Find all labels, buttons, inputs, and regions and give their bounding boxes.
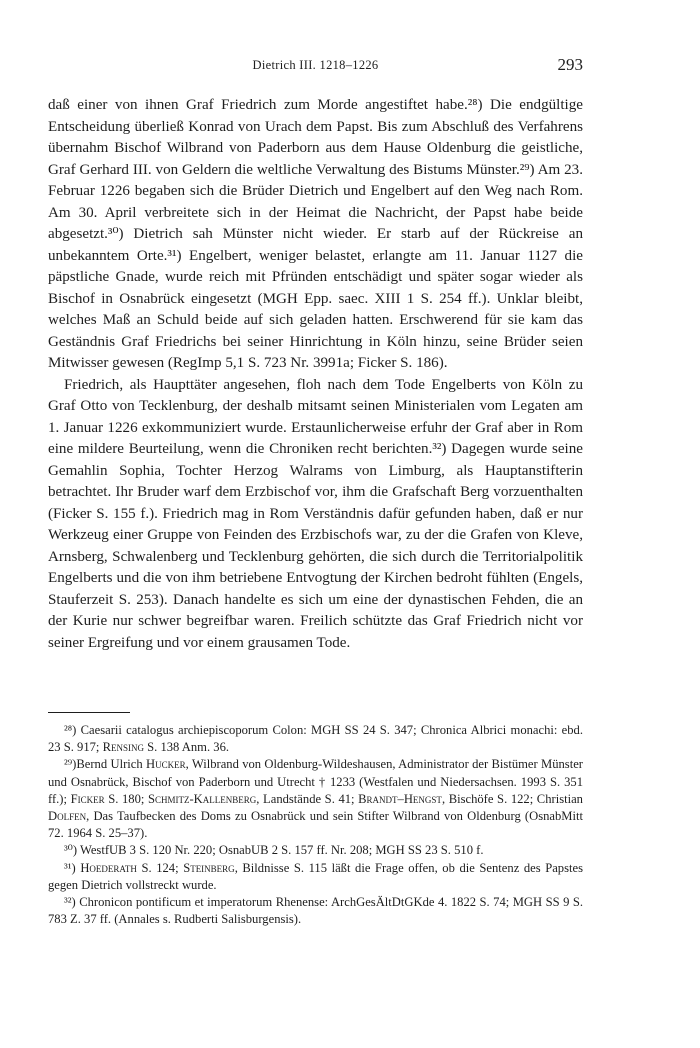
footnotes [48,722,583,928]
author-name: Dolfen [48,809,87,824]
footnote-text: WestfUB 3 S. 120 Nr. 220; OsnabUB 2 S. 157 ff. Nr. 208; MGH SS 23 S. 510 f. [77,843,484,858]
author-name: Hucker [145,757,186,772]
footnote-text: Caesarii catalogus archiepiscoporum Colon: MGH SS 24 S. 347; Chronica Albrici monachi: ebd. 23 S. 917; [48,723,583,755]
footnote-32 [48,894,583,928]
footnote-mark: ³¹) [64,860,76,875]
page-number: 293 [557,55,583,74]
paragraph-1: daß einer von ihnen Graf Friedrich zum Morde angestiftet habe.²⁸) Die endgültige Entscheidung überließ Konrad von Urach dem Papst. Bis zum Abschluß des Verfahrens übernahm Bischof Wilbrand von Paderborn aus dem Hause Oldenburg die geistliche, Graf Gerhard III. von Geldern die weltliche Verwaltung des Bistums Münster.²⁹) Am 23. Februar 1226 begaben sich die Brüder Dietrich und Engelbert auf den Weg nach Rom. Am 30. April verbreitete sich in der Heimat die Nachricht, der Papst habe beide abgesetzt.³⁰) Dietrich sah Münster nicht wieder. Er starb auf der Rückreise an unbekanntem Orte.³¹) Engelbert, weniger belastet, erlangte am 11. Januar 1127 die päpstliche Gnade, wurde reich mit Pfründen entschädigt und später sogar wieder als Bischof in Osnabrück eingesetzt (MGH Epp. saec. XIII 1 S. 254 ff.). Unklar bleibt, welches Maß an Schuld beide auf sich geladen hatten. Erschwerend für sie kam das Geständnis Graf Friedrichs bei seiner Hinrichtung in Köln hinzu, seine Brüder seien Mitwisser gewesen (RegImp 5,1 S. 723 Nr. 3991a; Ficker S. 186). [48,97,583,371]
author-name: Brandt–Hengst [358,791,442,806]
footnote-text: S. 124; [136,860,184,875]
footnote-31 [48,860,583,894]
footnote-separator [48,712,130,713]
running-title: Dietrich III. 1218–1226 [252,58,379,72]
footnote-mark: ²⁸) [64,723,77,737]
paragraph-2: Friedrich, als Haupttäter angesehen, floh nach dem Tode Engelberts von Köln zu Graf Otto von Tecklenburg, der deshalb mitsamt seinen Ministerialen vom Legaten am 1. Januar 1226 exkommuniziert wurde. Erstaunlicherweise erfuhr der Graf aber in Rom eine mildere Beurteilung, wenn die Chroniken recht berichten.³²) Dagegen wurde seine Gemahlin Sophia, Tochter Herzog Walrams von Limburg, als Hauptanstifterin betrachtet. Ihr Bruder warf dem Erzbischof vor, ihm die Grafschaft Berg vorzuenthalten (Ficker S. 155 f.). Friedrich mag in Rom Verständnis dafür gefunden haben, daß er nur Werkzeug einer Gruppe von Feinden des Erzbischofs war, zu der die Grafen von Kleve, Arnsberg, Schwalenberg und Tecklenburg gehörten, die sich durch die Territorialpolitik Engelberts und die von ihm betriebene Entvogtung der Kirchen bedroht fühlten (Engels, Stauferzeit S. 253). Danach handelte es sich um eine der dynastischen Fehden, die an der Kurie nur schwer begreifbar waren. Freilich schützte das Graf Friedrich nicht vor seiner Ergreifung und vor einem grausamen Tode. [48,376,583,651]
footnote-28 [48,722,583,756]
author-name: Rensing [102,740,144,755]
footnote-29 [48,756,583,842]
running-head [48,55,583,80]
footnote-text: S. 180; [104,791,148,806]
main-text [48,95,583,654]
footnote-text: , Wilbrand von Oldenburg-Wildeshausen, Administrator der Bistümer Münster und Osnabrück, Bischof von Paderborn und Utrecht † 1233 (Westfalen und Niedersachsen. 1993 S. 351 ff.); [48,757,583,806]
footnote-mark: ²⁹) [64,757,77,772]
footnote-text: Chronicon pontificum et imperatorum Rhenense: ArchGesÄltDtGKde 4. 1822 S. 74; MGH SS 9 S. 783 Z. 37 ff. (Annales s. Rudberti Salisburgensis). [48,895,583,927]
author-name: Steinberg [183,860,235,875]
footnote-30 [48,842,583,859]
footnote-text: Bernd Ulrich [76,757,146,772]
footnote-text: , Bildnisse S. 115 läßt die Frage offen, ob die Sentenz des Papstes gegen Dietrich vollstreckt wurde. [48,860,583,892]
author-name: Schmitz-Kallenberg [147,791,257,806]
footnote-text: , Bischöfe S. 122; Christian [441,791,583,806]
footnote-text: , Das Taufbecken des Doms zu Osnabrück und sein Stifter Wilbrand von Oldenburg (OsnabMitt 72. 1964 S. 25–37). [48,809,583,841]
author-name: Ficker [70,791,105,806]
footnote-text: S. 138 Anm. 36. [144,740,230,755]
footnote-text: , Landstände S. 41; [256,791,359,806]
author-name: Hoederath [80,860,137,875]
footnote-mark: ³⁰) [64,843,78,858]
footnote-mark: ³²) [64,895,76,910]
